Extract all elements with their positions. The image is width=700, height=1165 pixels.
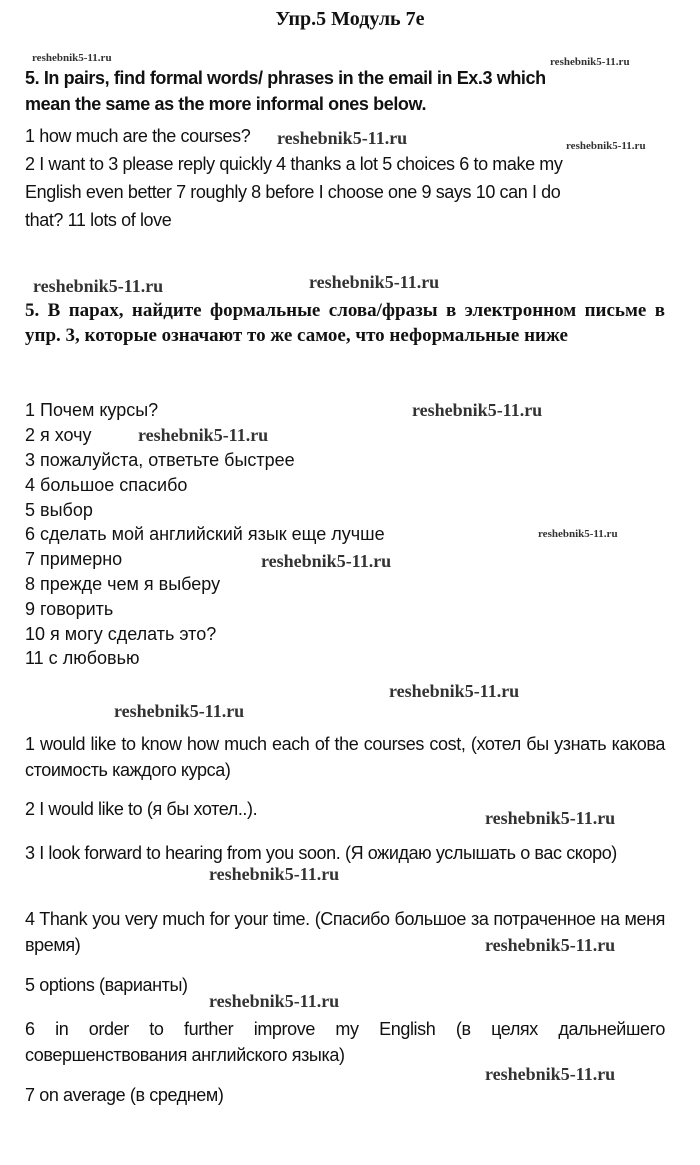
translation-item: 8 прежде чем я выберу [25,574,221,594]
watermark: reshebnik5-11.ru [277,128,408,148]
answer-item: 6 in order to further improve my English (в целях дальнейшего совершенствования английского языка) [25,1019,665,1065]
answer-item: 7 on average (в среднем) [25,1085,224,1105]
watermark: reshebnik5-11.ru [209,991,340,1011]
watermark: reshebnik5-11.ru [138,425,269,445]
answer-item: 4 Thank you very much for your time. (Спасибо большое за потраченное на меня время) [25,909,665,955]
task-en-line-2: mean the same as the more informal ones below. [25,94,427,114]
task-ru: 5. В парах, найдите формальные слова/фразы в электронном письме в упр. 3, которые означают то же самое, что неформальные ниже [25,300,665,346]
answer-item: 5 options (варианты) [25,975,188,995]
answer-item: 3 I look forward to hearing from you soon. (Я ожидаю услышать о вас скоро) [25,843,617,863]
translation-item: 4 большое спасибо [25,475,188,495]
watermark: reshebnik5-11.ru [550,56,630,68]
translation-item: 10 я могу сделать это? [25,624,217,644]
watermark: reshebnik5-11.ru [33,276,164,296]
translation-item: 6 сделать мой английский язык еще лучше [25,524,385,544]
watermark: reshebnik5-11.ru [538,528,618,540]
watermark: reshebnik5-11.ru [485,935,616,955]
translation-item: 5 выбор [25,500,93,520]
watermark: reshebnik5-11.ru [485,808,616,828]
translation-item: 1 Почем курсы? [25,400,159,420]
phrases-en-line-4: that? 11 lots of love [25,210,172,230]
translation-item: 3 пожалуйста, ответьте быстрее [25,450,295,470]
translation-item: 11 с любовью [25,648,140,668]
watermark: reshebnik5-11.ru [209,864,340,884]
watermark: reshebnik5-11.ru [566,140,646,152]
translation-item: 2 я хочу [25,425,92,445]
watermark: reshebnik5-11.ru [32,52,112,64]
phrases-en-line-3: English even better 7 roughly 8 before I choose one 9 says 10 can I do [25,182,561,202]
watermark: reshebnik5-11.ru [485,1064,616,1084]
answer-item: 2 I would like to (я бы хотел..). [25,799,258,819]
watermark: reshebnik5-11.ru [261,551,392,571]
translation-item: 7 примерно [25,549,123,569]
watermark: reshebnik5-11.ru [412,400,543,420]
watermark: reshebnik5-11.ru [389,681,520,701]
task-en-line-1: 5. In pairs, find formal words/ phrases in the email in Ex.3 which [25,68,546,88]
answer-item: 1 would like to know how much each of the courses cost, (хотел бы узнать какова стоимость каждого курса) [25,734,665,780]
page-title: Упр.5 Модуль 7e [275,8,425,30]
translation-item: 9 говорить [25,599,114,619]
phrases-en-line-2: 2 I want to 3 please reply quickly 4 thanks a lot 5 choices 6 to make my [25,154,563,174]
phrases-en-line-1: 1 how much are the courses? [25,126,251,146]
watermark: reshebnik5-11.ru [309,272,440,292]
watermark: reshebnik5-11.ru [114,701,245,721]
